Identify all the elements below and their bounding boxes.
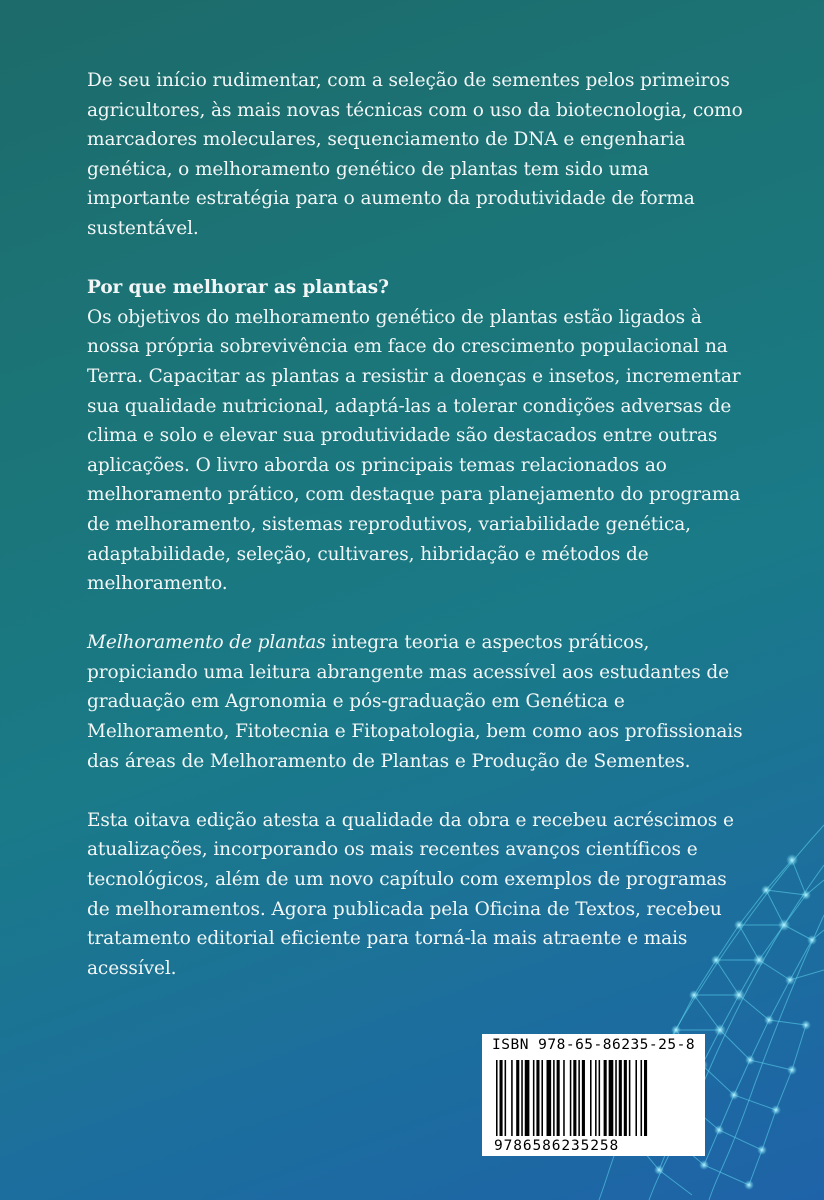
barcode-bar <box>599 1060 601 1136</box>
barcode-bar <box>644 1060 647 1136</box>
intro-paragraph: De seu início rudimentar, com a seleção de sementes pelos primeiros agricultores, às mais novas técnicas com o uso da biotecnologia, como marcadores moleculares, sequenciamento de DNA e engenharia genética, o melhoramento genético de plantas tem sido uma importante estratégia para o aumento da produtividade de forma sustentável. <box>87 70 743 239</box>
barcode-bar <box>496 1060 498 1136</box>
barcode-bar <box>604 1060 607 1136</box>
section-heading: Por que melhorar as plantas? <box>87 277 389 299</box>
book-description-text: integra teoria e aspectos práticos, propiciando uma leitura abrangente mas acessível aos estudantes de graduação em Agronomia e pós-graduação em Genética e Melhoramento, Fitotecnia e Fitopatologia, bem como aos profissionais das áreas de Melhoramento de Plantas e Produção de Sementes. <box>87 632 743 772</box>
book-title: Melhoramento de plantas <box>87 632 326 654</box>
barcode-bar <box>635 1060 637 1136</box>
barcode-bar <box>563 1060 565 1136</box>
barcode-bar <box>533 1060 535 1136</box>
barcode-bar <box>590 1060 592 1136</box>
barcode-bar <box>516 1060 519 1136</box>
barcode-bar <box>553 1060 555 1136</box>
barcode-bar <box>595 1060 597 1136</box>
barcode-bar <box>582 1060 585 1136</box>
barcode-bar <box>578 1060 580 1136</box>
barcode-bar <box>641 1060 643 1136</box>
barcode-bar <box>570 1060 572 1136</box>
isbn-barcode <box>482 1034 705 1156</box>
barcode-bar <box>557 1060 560 1136</box>
barcode-bar <box>500 1060 503 1136</box>
edition-paragraph: Esta oitava edição atesta a qualidade da obra e recebeu acréscimos e atualizações, incorporando os mais recentes avanços científicos e tecnológicos, além de um novo capítulo com exemplos de programas de melhoramentos. Agora publicada pela Oficina de Textos, recebeu tratamento editorial eficiente para torná-la mais atraente e mais acessível. <box>87 809 734 979</box>
barcode-bar <box>525 1060 530 1136</box>
barcode-bar <box>629 1060 631 1136</box>
isbn-label: ISBN 978-65-86235-25-8 <box>492 1037 696 1053</box>
barcode-bar <box>541 1060 543 1136</box>
book-description-paragraph <box>87 628 747 776</box>
barcode-bar <box>573 1060 576 1136</box>
barcode-bars <box>496 1060 691 1136</box>
barcode-bar <box>505 1060 507 1136</box>
barcode-bar <box>609 1060 614 1136</box>
barcode-bar <box>624 1060 627 1136</box>
barcode-bar <box>547 1060 552 1136</box>
barcode-bar <box>536 1060 539 1136</box>
barcode-bar <box>615 1060 617 1136</box>
barcode-bar <box>511 1060 513 1136</box>
barcode-bar <box>521 1060 523 1136</box>
barcode-bar <box>619 1060 622 1136</box>
isbn-digits: 9786586235258 <box>494 1138 620 1154</box>
objectives-paragraph: Os objetivos do melhoramento genético de plantas estão ligados à nossa própria sobrevivência em face do crescimento populacional na Terra. Capacitar as plantas a resistir a doenças e insetos, incrementar sua qualidade nutricional, adaptá-las a tolerar condições adversas de clima e solo e elevar sua produtividade são destacados entre outras aplicações. O livro aborda os principais temas relacionados ao melhoramento prático, com destaque para planejamento do programa de melhoramento, sistemas reprodutivos, variabilidade genética, adaptabilidade, seleção, cultivares, hibridação e métodos de melhoramento. <box>87 306 741 595</box>
